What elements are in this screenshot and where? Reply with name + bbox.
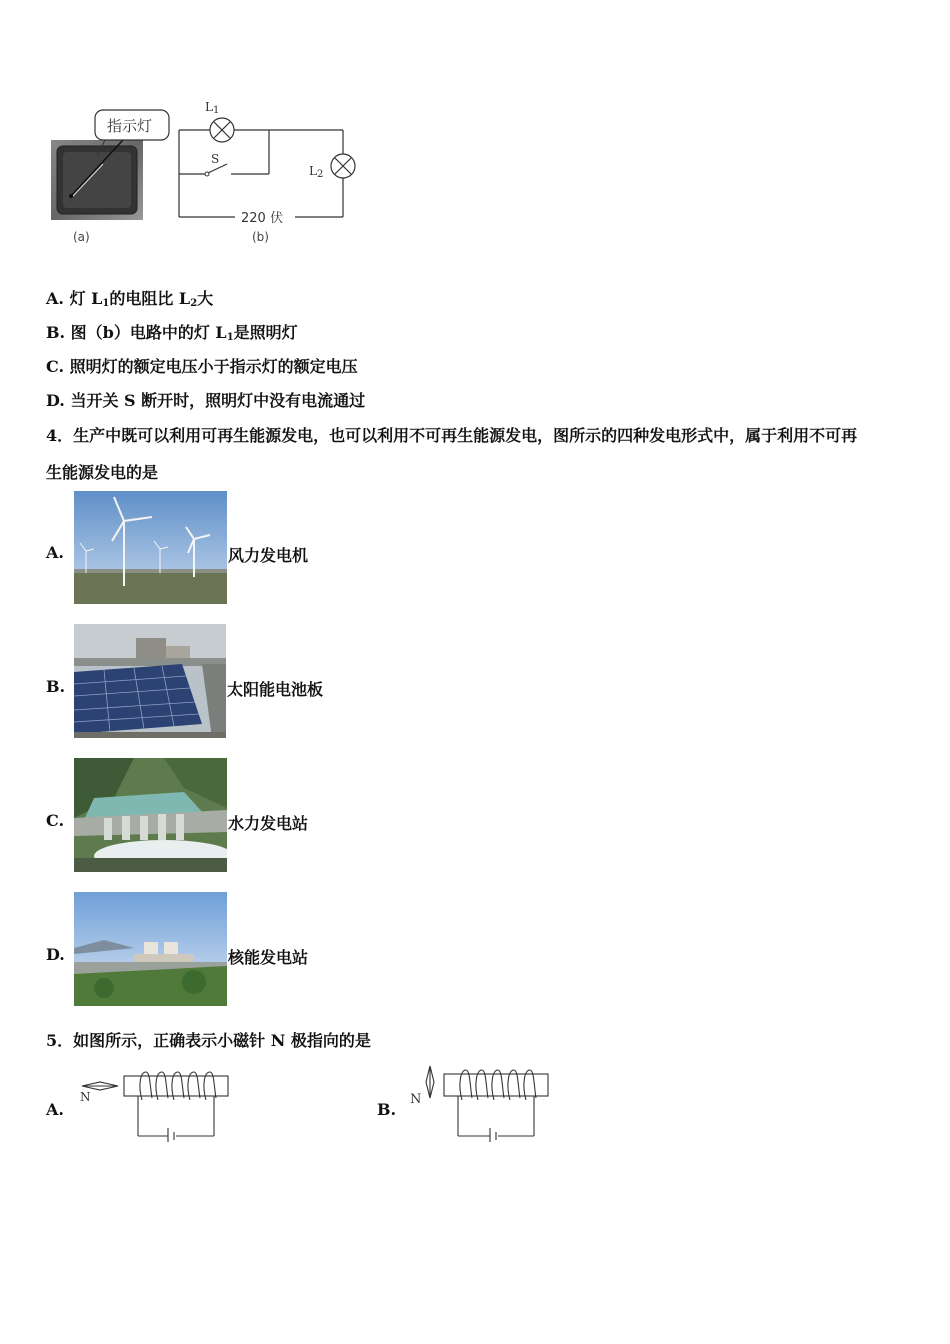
q4-question-line2: 生能源发电的是 — [46, 463, 159, 482]
switch-label: S — [211, 152, 220, 166]
q4-option-a-caption: 风力发电机 — [228, 546, 309, 565]
q5-option-a-label: A. — [46, 1100, 64, 1119]
q4-option-d-label: D. — [46, 945, 65, 964]
q4-question-line1: 4．生产中既可以利用可再生能源发电，也可以利用不可再生能源发电，图所示的四种发电形式中，属于利用不可再 — [46, 426, 858, 445]
q4-option-b-label: B. — [46, 677, 66, 696]
q5-question: 5．如图所示，正确表示小磁针 N 极指向的是 — [46, 1031, 371, 1050]
figure-caption-a: (a) — [73, 230, 90, 244]
q4-option-c-caption: 水力发电站 — [228, 814, 309, 833]
hydro-dam-photo — [74, 758, 227, 872]
q4-option-b-caption: 太阳能电池板 — [227, 680, 324, 699]
solenoid-b-illustration — [408, 1064, 553, 1142]
voltage-label: 220 伏 — [241, 211, 283, 226]
solar-panel-photo — [74, 624, 226, 738]
q5-option-b-pole-label: N — [410, 1092, 422, 1107]
q4-option-c-label: C. — [46, 811, 65, 830]
figure-indicator-switch — [45, 100, 365, 250]
q5-option-a-diagram — [78, 1066, 233, 1142]
q4-option-a-label: A. — [46, 543, 64, 562]
q3-option-a: A. 灯 $L_1$的电阻比 $L_2$大 — [46, 289, 214, 309]
lamp2-label: $L_2$ — [309, 164, 324, 180]
q3-option-d: D. 当开关 S 断开时，照明灯中没有电流通过 — [46, 391, 366, 410]
q4-option-d-caption: 核能发电站 — [228, 948, 309, 967]
lamp1-label: $L_1$ — [205, 100, 220, 116]
indicator-label: 指示灯 — [107, 117, 153, 135]
solenoid-a-illustration — [78, 1066, 233, 1142]
q5-option-b-diagram — [408, 1064, 553, 1142]
q3-option-b: B. 图（b）电路中的灯 $L_1$是照明灯 — [46, 323, 298, 343]
nuclear-plant-photo — [74, 892, 227, 1006]
q5-option-b-label: B. — [377, 1100, 397, 1119]
q5-option-a-pole-label: N — [80, 1090, 91, 1104]
figure-caption-b: (b) — [252, 230, 269, 244]
wind-turbine-photo — [74, 491, 227, 604]
q3-option-c: C. 照明灯的额定电压小于指示灯的额定电压 — [46, 357, 358, 376]
